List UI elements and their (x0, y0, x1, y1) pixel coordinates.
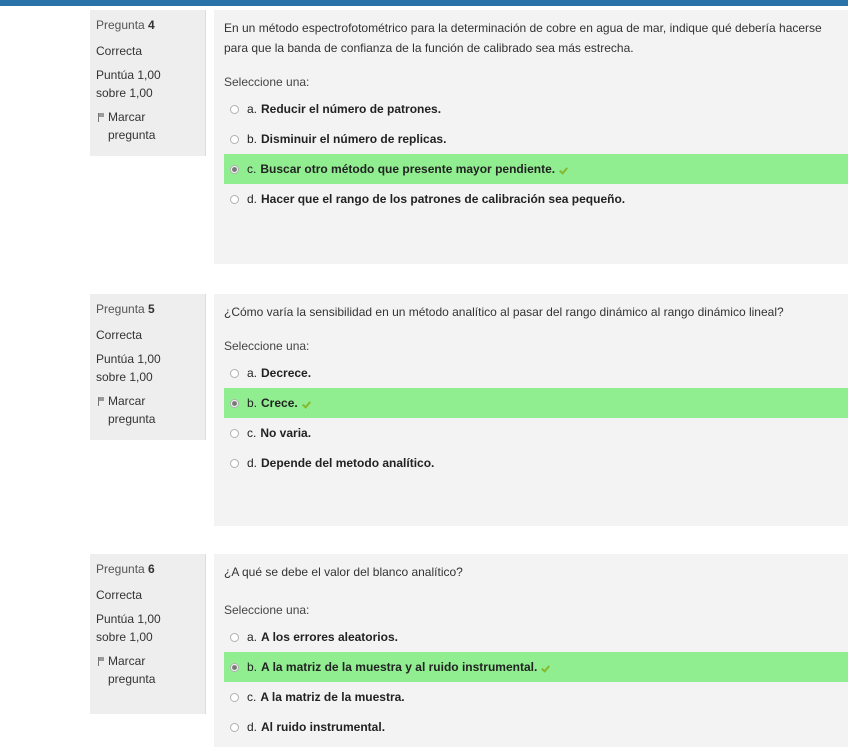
answer-prompt: Seleccione una: (224, 75, 310, 89)
radio-button[interactable] (230, 723, 239, 732)
question-4 (90, 10, 848, 264)
flag-icon (96, 394, 106, 408)
flag-question-label: Marcar pregunta (108, 654, 156, 686)
answer-options (224, 622, 838, 742)
question-content (214, 554, 848, 747)
question-info (90, 554, 206, 714)
radio-button[interactable] (230, 135, 239, 144)
flag-question-label: Marcar pregunta (108, 110, 156, 142)
question-text: ¿A qué se debe el valor del blanco analítico? (224, 565, 463, 579)
radio-button[interactable] (230, 429, 239, 438)
question-6 (90, 554, 848, 747)
answer-option-b[interactable]: b. Disminuir el número de replicas. (224, 124, 848, 154)
answer-options (224, 358, 838, 478)
question-number: Pregunta 6 (96, 562, 155, 576)
question-text: ¿Cómo varía la sensibilidad en un método analítico al pasar del rango dinámico al rango dinámico lineal? (224, 305, 784, 319)
answer-prompt: Seleccione una: (224, 339, 310, 353)
question-info (90, 10, 206, 156)
radio-button-selected[interactable] (230, 165, 239, 174)
question-state: Correcta (96, 588, 143, 602)
check-icon (560, 165, 570, 173)
answer-option-c[interactable]: c. No varia. (224, 418, 848, 448)
answer-option-d[interactable]: d. Hacer que el rango de los patrones de calibración sea pequeño. (224, 184, 848, 214)
question-state: Correcta (96, 328, 143, 342)
answer-option-d[interactable]: d. Depende del metodo analítico. (224, 448, 848, 478)
radio-button[interactable] (230, 369, 239, 378)
question-content (214, 10, 848, 264)
radio-button[interactable] (230, 195, 239, 204)
question-number: Pregunta 5 (96, 302, 155, 316)
question-state: Correcta (96, 44, 143, 58)
question-grade: Puntúa 1,00 sobre 1,00 (96, 352, 161, 384)
radio-button[interactable] (230, 105, 239, 114)
answer-option-b[interactable]: b. A la matriz de la muestra y al ruido instrumental. (224, 652, 848, 682)
radio-button-selected[interactable] (230, 663, 239, 672)
question-5 (90, 294, 848, 526)
answer-option-a[interactable]: a. Decrece. (224, 358, 848, 388)
answer-option-a[interactable]: a. Reducir el número de patrones. (224, 94, 848, 124)
question-content (214, 294, 848, 526)
answer-option-c[interactable]: c. A la matriz de la muestra. (224, 682, 848, 712)
flag-question-link[interactable] (96, 392, 199, 428)
radio-button[interactable] (230, 459, 239, 468)
answer-option-b[interactable]: b. Crece. (224, 388, 848, 418)
flag-question-label: Marcar pregunta (108, 394, 156, 426)
flag-icon (96, 110, 106, 124)
page-top-accent-bar (0, 0, 848, 6)
flag-question-link[interactable] (96, 108, 199, 144)
answer-option-c[interactable]: c. Buscar otro método que presente mayor pendiente. (224, 154, 848, 184)
question-grade: Puntúa 1,00 sobre 1,00 (96, 68, 161, 100)
question-number: Pregunta 4 (96, 18, 155, 32)
answer-prompt: Seleccione una: (224, 603, 310, 617)
flag-icon (96, 654, 106, 668)
flag-question-link[interactable] (96, 652, 199, 688)
check-icon (303, 399, 313, 407)
radio-button-selected[interactable] (230, 399, 239, 408)
question-grade: Puntúa 1,00 sobre 1,00 (96, 612, 161, 644)
answer-option-a[interactable]: a. A los errores aleatorios. (224, 622, 848, 652)
question-text: En un método espectrofotométrico para la determinación de cobre en agua de mar, indique qué debería hacerse para que la banda de confianza de la función de calibrado sea más estrecha. (224, 21, 822, 55)
answer-option-d[interactable]: d. Al ruido instrumental. (224, 712, 848, 742)
radio-button[interactable] (230, 633, 239, 642)
radio-button[interactable] (230, 693, 239, 702)
question-info (90, 294, 206, 440)
answer-options (224, 94, 838, 214)
check-icon (542, 663, 552, 671)
